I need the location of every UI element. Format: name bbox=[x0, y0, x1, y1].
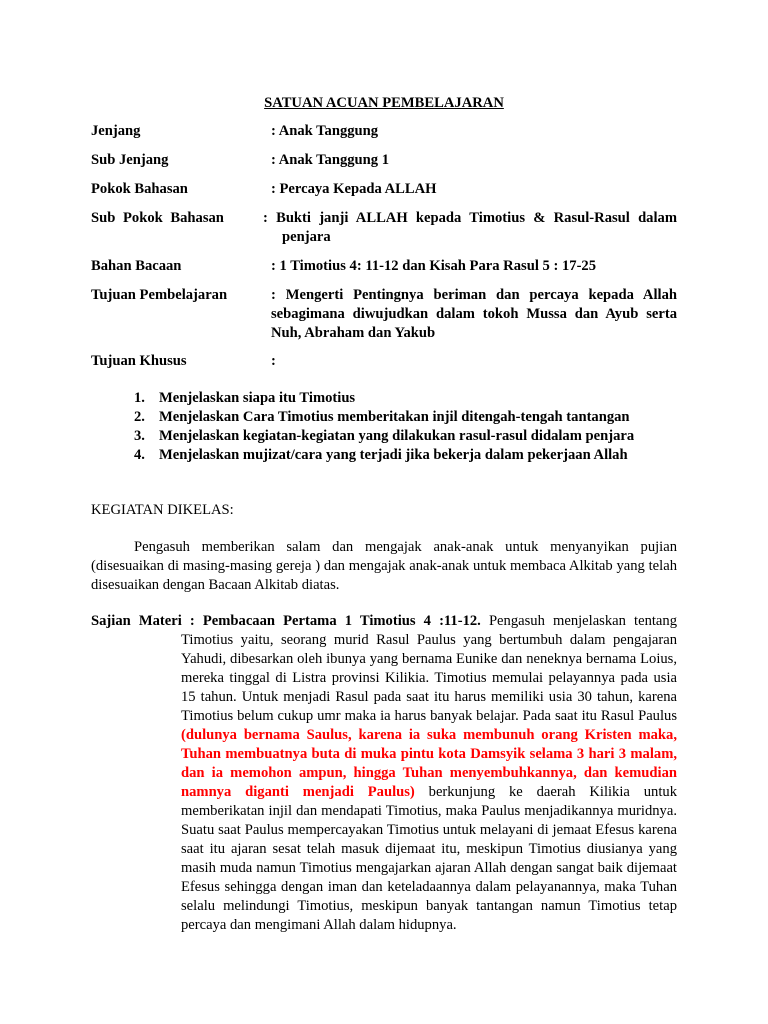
info-label: Sub Jenjang bbox=[91, 152, 169, 168]
sajian-lead-rest: Pengasuh menjelaskan tentang bbox=[480, 613, 677, 629]
document-title: SATUAN ACUAN PEMBELAJARAN bbox=[264, 95, 504, 111]
kegiatan-paragraph: Pengasuh memberikan salam dan mengajak anak-anak untuk menyanyikan pujian (disesuaikan di masing-masing gereja ) dan mengajak anak-anak untuk membaca Alkitab yang telah disesuaikan dengan Bacaan Alkitab diatas. bbox=[91, 539, 677, 593]
list-number: 2. bbox=[134, 409, 145, 425]
list-item bbox=[134, 427, 694, 446]
info-value: : bbox=[271, 353, 276, 369]
sajian-materi-section bbox=[91, 612, 677, 935]
info-value: : Anak Tanggung 1 bbox=[271, 152, 390, 168]
info-value bbox=[263, 209, 677, 247]
sajian-lead: Sajian Materi : Pembacaan Pertama 1 Timotius 4 :11-12. bbox=[91, 613, 481, 629]
sajian-text: Timotius yaitu, seorang murid Rasul Paulus yang bertumbuh dalam pengajaran Yahudi, dibesarkan oleh ibunya yang bernama Eunike dan neneknya bernama Loius, mereka tinggal di Listra provinsi Kilikia. Timotius memulai pelayannya pada usia 15 tahun. Untuk menjadi Rasul pada saat itu harus memiliki usia 30 tahun, karena Timotius belum cukup umr maka ia harus banyak belajar. Pada saat itu Rasul Paulus bbox=[181, 632, 677, 724]
list-number: 4. bbox=[134, 447, 145, 463]
info-value: : Percaya Kepada ALLAH bbox=[271, 181, 437, 197]
info-label: Jenjang bbox=[91, 123, 141, 139]
info-value: : Anak Tanggung bbox=[271, 123, 379, 139]
info-value: : 1 Timotius 4: 11-12 dan Kisah Para Rasul 5 : 17-25 bbox=[271, 258, 597, 274]
info-label: Tujuan Khusus bbox=[91, 353, 187, 369]
list-text: Menjelaskan mujizat/cara yang terjadi jika bekerja dalam pekerjaan Allah bbox=[159, 447, 628, 463]
info-label: Tujuan Pembelajaran bbox=[91, 287, 228, 303]
list-item bbox=[134, 389, 694, 408]
info-value: : Mengerti Pentingnya beriman dan percaya kepada Allah sebagimana diwujudkan dalam tokoh Mussa dan Ayub serta Nuh, Abraham dan Yakub bbox=[271, 287, 677, 341]
list-text: Menjelaskan kegiatan-kegiatan yang dilakukan rasul-rasul didalam penjara bbox=[159, 428, 635, 444]
list-number: 3. bbox=[134, 428, 145, 444]
sajian-first-line bbox=[91, 612, 677, 631]
info-label: Pokok Bahasan bbox=[91, 181, 188, 197]
info-label: Bahan Bacaan bbox=[91, 258, 182, 274]
kegiatan-heading: KEGIATAN DIKELAS: bbox=[91, 502, 234, 518]
sajian-highlight-text: (dulunya bernama Saulus, karena ia suka membunuh orang Kristen maka, Tuhan membuatnya buta di muka pintu kota Damsyik selama 3 hari 3 malam, dan ia memohon ampun, hingga Tuhan menyembuhkannya, dan kemudian namnya diganti menjadi Paulus) bbox=[181, 727, 677, 800]
sajian-text: berkunjung ke daerah Kilikia untuk memberikatan injil dan mendapati Timotius, maka Paulus menjadikannya muridnya. Suatu saat Paulus mempercayakan Timotius untuk melayani di jemaat Efesus karena saat itu ajaran sesat telah masuk dijemaat itu, meskipun Timotius diusianya yang masih muda namun Timotius mengajarkan ajaran Allah dengan sangat baik dijemaat Efesus sehingga dengan iman dan keteladaannya dalam pelayanannya, maka Tuhan selalu melindungi Timotius, meskipun banyak tantangan namun Timotius tetap percaya dan mengimani Allah dalam hidupnya. bbox=[181, 784, 677, 933]
info-label: Sub Pokok Bahasan bbox=[91, 210, 224, 226]
list-number: 1. bbox=[134, 390, 145, 406]
list-item bbox=[134, 408, 694, 427]
info-value-line: : Bukti janji ALLAH kepada Timotius & Rasul-Rasul dalam bbox=[263, 210, 677, 226]
list-item bbox=[134, 446, 694, 465]
info-value-line: penjara bbox=[282, 229, 331, 245]
sajian-body bbox=[91, 631, 677, 935]
list-text: Menjelaskan siapa itu Timotius bbox=[159, 390, 356, 406]
list-text: Menjelaskan Cara Timotius memberitakan injil ditengah-tengah tantangan bbox=[159, 409, 630, 425]
objectives-list bbox=[134, 389, 694, 465]
